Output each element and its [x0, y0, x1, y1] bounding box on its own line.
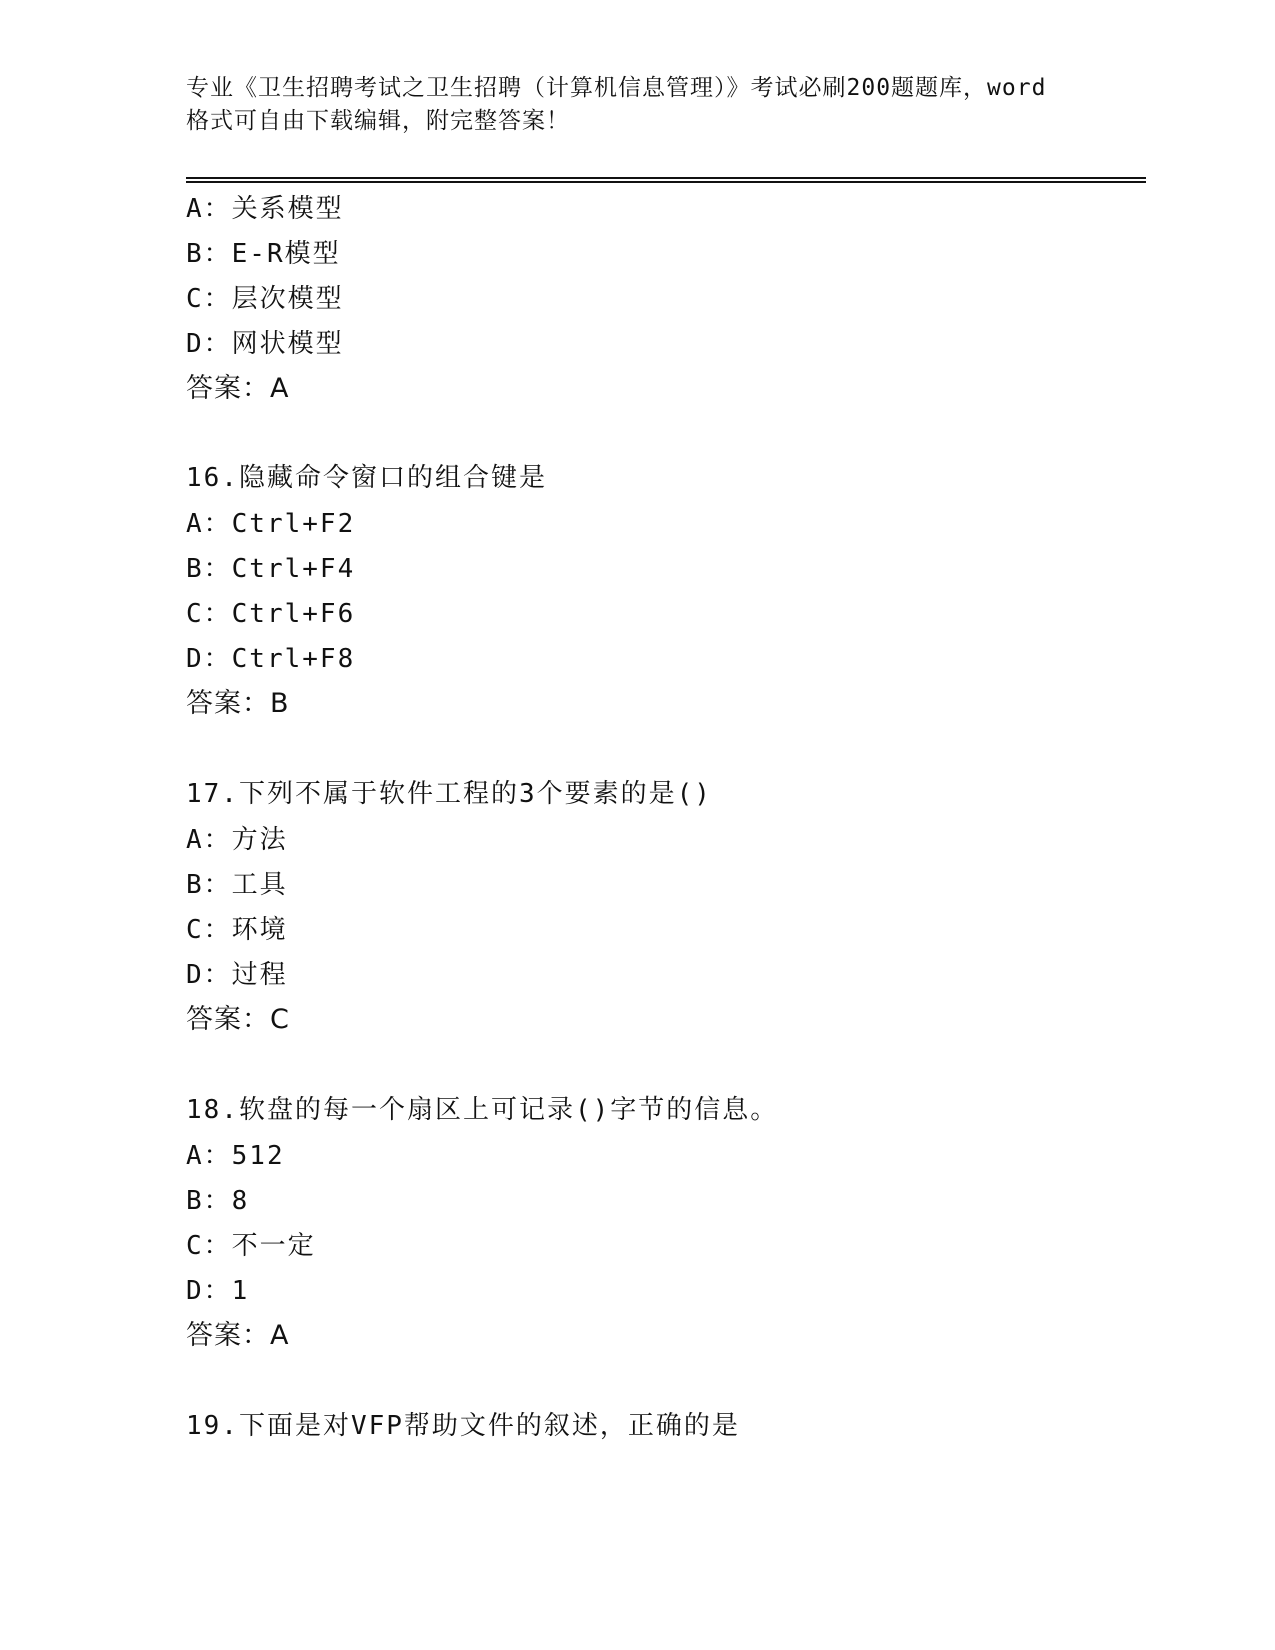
q16-answer: 答案：B: [186, 688, 290, 719]
q18-option-a: A：512: [186, 1141, 285, 1171]
q16-stem: 16.隐藏命令窗口的组合键是: [186, 463, 547, 493]
q19-stem: 19.下面是对VFP帮助文件的叙述，正确的是: [186, 1411, 740, 1441]
q15-option-c: C：层次模型: [186, 284, 344, 314]
q17-answer: 答案：C: [186, 1004, 290, 1035]
document-header: [186, 72, 1086, 138]
q18-stem: 18.软盘的每一个扇区上可记录()字节的信息。: [186, 1095, 779, 1125]
q18-option-d: D：1: [186, 1276, 250, 1306]
q16-option-a: A：Ctrl+F2: [186, 509, 356, 539]
intro-line-2: 格式可自由下载编辑，附完整答案！: [186, 108, 570, 134]
header-divider-bottom: [186, 181, 1146, 183]
q17-option-a: A：方法: [186, 825, 288, 855]
header-divider-top: [186, 177, 1146, 179]
q16-option-b: B：Ctrl+F4: [186, 554, 356, 584]
q17-option-c: C：环境: [186, 915, 288, 945]
q18-answer: 答案：A: [186, 1320, 290, 1351]
q17-option-b: B：工具: [186, 870, 288, 900]
q15-option-d: D：网状模型: [186, 329, 344, 359]
q18-option-c: C：不一定: [186, 1231, 316, 1261]
q15-answer: 答案：A: [186, 373, 290, 404]
q16-option-d: D：Ctrl+F8: [186, 644, 356, 674]
q15-option-a: A：关系模型: [186, 194, 344, 224]
q17-option-d: D：过程: [186, 960, 288, 990]
q18-option-b: B：8: [186, 1186, 250, 1216]
intro-line-1: 专业《卫生招聘考试之卫生招聘（计算机信息管理）》考试必刷200题题库，word: [186, 75, 1047, 101]
q15-option-b: B：E-R模型: [186, 239, 341, 269]
q17-stem: 17.下列不属于软件工程的3个要素的是(): [186, 779, 712, 809]
q16-option-c: C：Ctrl+F6: [186, 599, 356, 629]
